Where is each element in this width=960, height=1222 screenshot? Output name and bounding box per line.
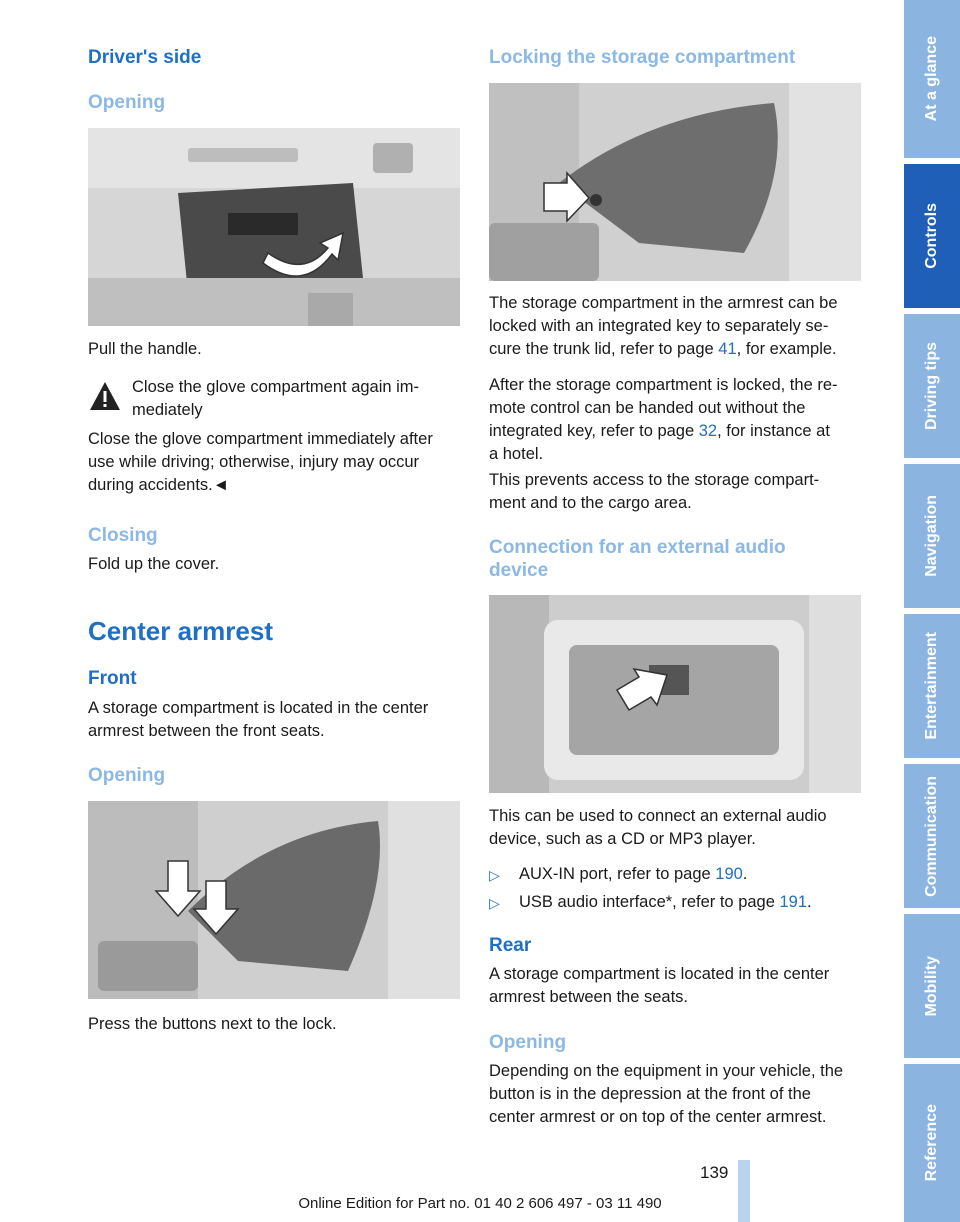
bullet-usb: ▷ USB audio interface*, refer to page 191. [489, 891, 861, 914]
front-heading: Front [88, 668, 137, 689]
closing-heading: Closing [88, 525, 158, 546]
tab-communication[interactable]: Communication [904, 764, 960, 908]
rear-paragraph: A storage compartment is located in the center armrest between the seats. [489, 965, 830, 1006]
armrest-lock-photo [489, 83, 861, 281]
tab-driving-tips[interactable]: Driving tips [904, 314, 960, 458]
page-link-41[interactable]: 41 [718, 340, 737, 358]
locking-paragraph-2: After the storage compartment is locked, the re- mote control can be handed out without the integrated key, refer to page 32, for instance at a hotel. [489, 376, 838, 463]
page-link-190[interactable]: 190 [715, 865, 743, 883]
armrest-buttons-photo [88, 801, 460, 999]
opening2-heading: Opening [88, 765, 166, 786]
drivers-side-heading: Driver's side [88, 47, 202, 68]
warning-title: Close the glove compartment again im- mediately [132, 378, 420, 419]
tab-controls[interactable]: Controls [904, 164, 960, 308]
chapter-sidebar [904, 0, 960, 1222]
connection-paragraph: This can be used to connect an external audio device, such as a CD or MP3 player. [489, 807, 827, 848]
opening3-heading: Opening [489, 1032, 567, 1053]
warning-body: Close the glove compartment immediately after use while driving; otherwise, injury may occur during accidents.◄ [88, 430, 433, 494]
edition-footer: Online Edition for Part no. 01 40 2 606 497 - 03 11 490 [298, 1195, 662, 1212]
glove-compartment-photo [88, 128, 460, 326]
center-armrest-heading: Center armrest [88, 616, 273, 646]
rear-heading: Rear [489, 935, 532, 956]
warning-icon [88, 380, 122, 412]
bullet-arrow-icon: ▷ [489, 867, 500, 883]
locking-paragraph-3: This prevents access to the storage compart- ment and to the cargo area. [489, 471, 820, 512]
tab-reference[interactable]: Reference [904, 1064, 960, 1222]
tab-mobility[interactable]: Mobility [904, 914, 960, 1058]
tab-entertainment[interactable]: Entertainment [904, 614, 960, 758]
front-text: A storage compartment is located in the center armrest between the front seats. [88, 699, 429, 740]
bullet-aux: ▷ AUX-IN port, refer to page 190. [489, 863, 861, 886]
tab-navigation[interactable]: Navigation [904, 464, 960, 608]
audio-port-photo [489, 595, 861, 793]
press-buttons-text: Press the buttons next to the lock. [88, 1015, 337, 1033]
opening-heading: Opening [88, 92, 166, 113]
pull-handle-text: Pull the handle. [88, 340, 202, 358]
page-link-32[interactable]: 32 [698, 422, 718, 440]
opening3-paragraph: Depending on the equipment in your vehicle, the button is in the depression at the front of the center armrest or on top of the center armrest. [489, 1062, 844, 1126]
page-number: 139 [700, 1163, 729, 1182]
bullet-arrow-icon: ▷ [489, 895, 500, 911]
locking-heading: Locking the storage compartment [489, 47, 796, 68]
connection-heading: Connection for an external audio device [489, 537, 786, 581]
page-number-bar [738, 1160, 750, 1222]
locking-paragraph-1: The storage compartment in the armrest can be locked with an integrated key to separately se- cure the trunk lid, refer to page 41, for example. [489, 294, 838, 358]
page-link-191[interactable]: 191 [779, 893, 808, 911]
tab-at-a-glance[interactable]: At a glance [904, 0, 960, 158]
fold-up-text: Fold up the cover. [88, 555, 220, 573]
